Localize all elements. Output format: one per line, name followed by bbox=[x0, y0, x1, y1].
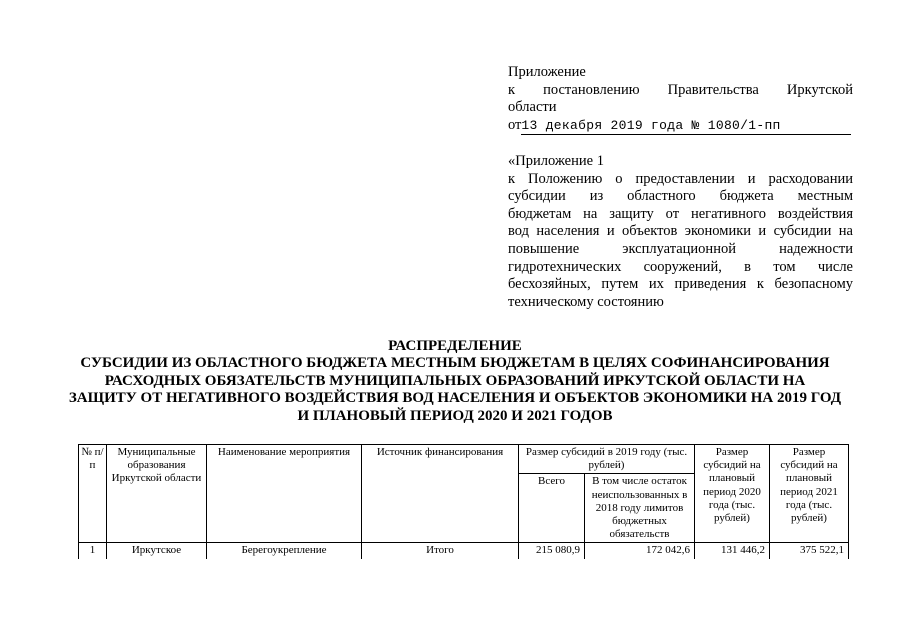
header-source: Источник финансирования bbox=[362, 445, 519, 543]
decree-date-line bbox=[508, 117, 853, 136]
title-line: ЗАЩИТУ ОТ НЕГАТИВНОГО ВОЗДЕЙСТВИЯ ВОД НАСЕЛЕНИЯ И ОБЪЕКТОВ ЭКОНОМИКИ НА 2019 ГОД bbox=[68, 390, 842, 407]
cell-plan-2020: 131 446,2 bbox=[695, 543, 770, 559]
cell-total: 215 080,9 bbox=[519, 543, 585, 559]
appendix-1-line: бесхозяйных, путем их приведения к безопасному bbox=[508, 276, 853, 293]
header-municipality: Муниципальные образования Иркутской области bbox=[107, 445, 207, 543]
appendix-header-line: Приложение bbox=[508, 64, 586, 80]
appendix-header-line: области bbox=[508, 99, 557, 116]
header-activity: Наименование мероприятия bbox=[207, 445, 362, 543]
appendix-header bbox=[508, 64, 853, 135]
title-line: СУБСИДИИ ИЗ ОБЛАСТНОГО БЮДЖЕТА МЕСТНЫМ БЮДЖЕТАМ В ЦЕЛЯХ СОФИНАНСИРОВАНИЯ bbox=[80, 355, 830, 372]
header-plan-2020: Размер субсидий на плановый период 2020 года (тыс. рублей) bbox=[695, 445, 770, 543]
decree-date-value: 13 декабря 2019 года № 1080/1-пп bbox=[521, 117, 781, 133]
appendix-1-reference bbox=[508, 153, 853, 311]
appendix-1-line: вод населения и объектов экономики и субсидии на bbox=[508, 223, 853, 240]
appendix-1-line: бюджетам на защиту от негативного воздействия bbox=[508, 205, 853, 222]
cell-activity: Берегоукрепление bbox=[207, 543, 362, 559]
header-plan-2021: Размер субсидий на плановый период 2021 года (тыс. рублей) bbox=[770, 445, 849, 543]
appendix-header-line: к постановлению Правительства Иркутской bbox=[508, 81, 853, 98]
cell-remainder: 172 042,6 bbox=[585, 543, 695, 559]
table-row bbox=[79, 543, 849, 559]
distribution-table bbox=[78, 444, 849, 559]
appendix-1-line: гидротехнических сооружений, в том числе bbox=[508, 258, 853, 275]
title-line: РАСХОДНЫХ ОБЯЗАТЕЛЬСТВ МУНИЦИПАЛЬНЫХ ОБРАЗОВАНИЙ ИРКУТСКОЙ ОБЛАСТИ НА bbox=[104, 372, 806, 389]
cell-plan-2021: 375 522,1 bbox=[770, 543, 849, 559]
cell-num: 1 bbox=[79, 543, 107, 559]
appendix-1-line: техническому состоянию bbox=[508, 293, 664, 310]
header-num: № п/п bbox=[79, 445, 107, 543]
appendix-1-line: «Приложение 1 bbox=[508, 153, 604, 169]
document-title bbox=[40, 338, 870, 425]
title-line: И ПЛАНОВЫЙ ПЕРИОД 2020 И 2021 ГОДОВ bbox=[297, 407, 613, 424]
appendix-1-line: к Положению о предоставлении и расходовании bbox=[508, 170, 853, 187]
cell-municipality: Иркутское bbox=[107, 543, 207, 559]
header-remainder: В том числе остаток неиспользованных в 2018 году лимитов бюджетных обязательств bbox=[585, 474, 695, 543]
header-subsidy-2019: Размер субсидий в 2019 году (тыс. рублей) bbox=[519, 445, 695, 474]
title-line: РАСПРЕДЕЛЕНИЕ bbox=[388, 338, 522, 354]
appendix-1-line: повышение эксплуатационной надежности bbox=[508, 240, 853, 257]
appendix-1-line: субсидии из областного бюджета местным bbox=[508, 188, 853, 205]
date-prefix: от bbox=[508, 116, 522, 133]
cell-source: Итого bbox=[362, 543, 519, 559]
header-total: Всего bbox=[519, 474, 585, 543]
